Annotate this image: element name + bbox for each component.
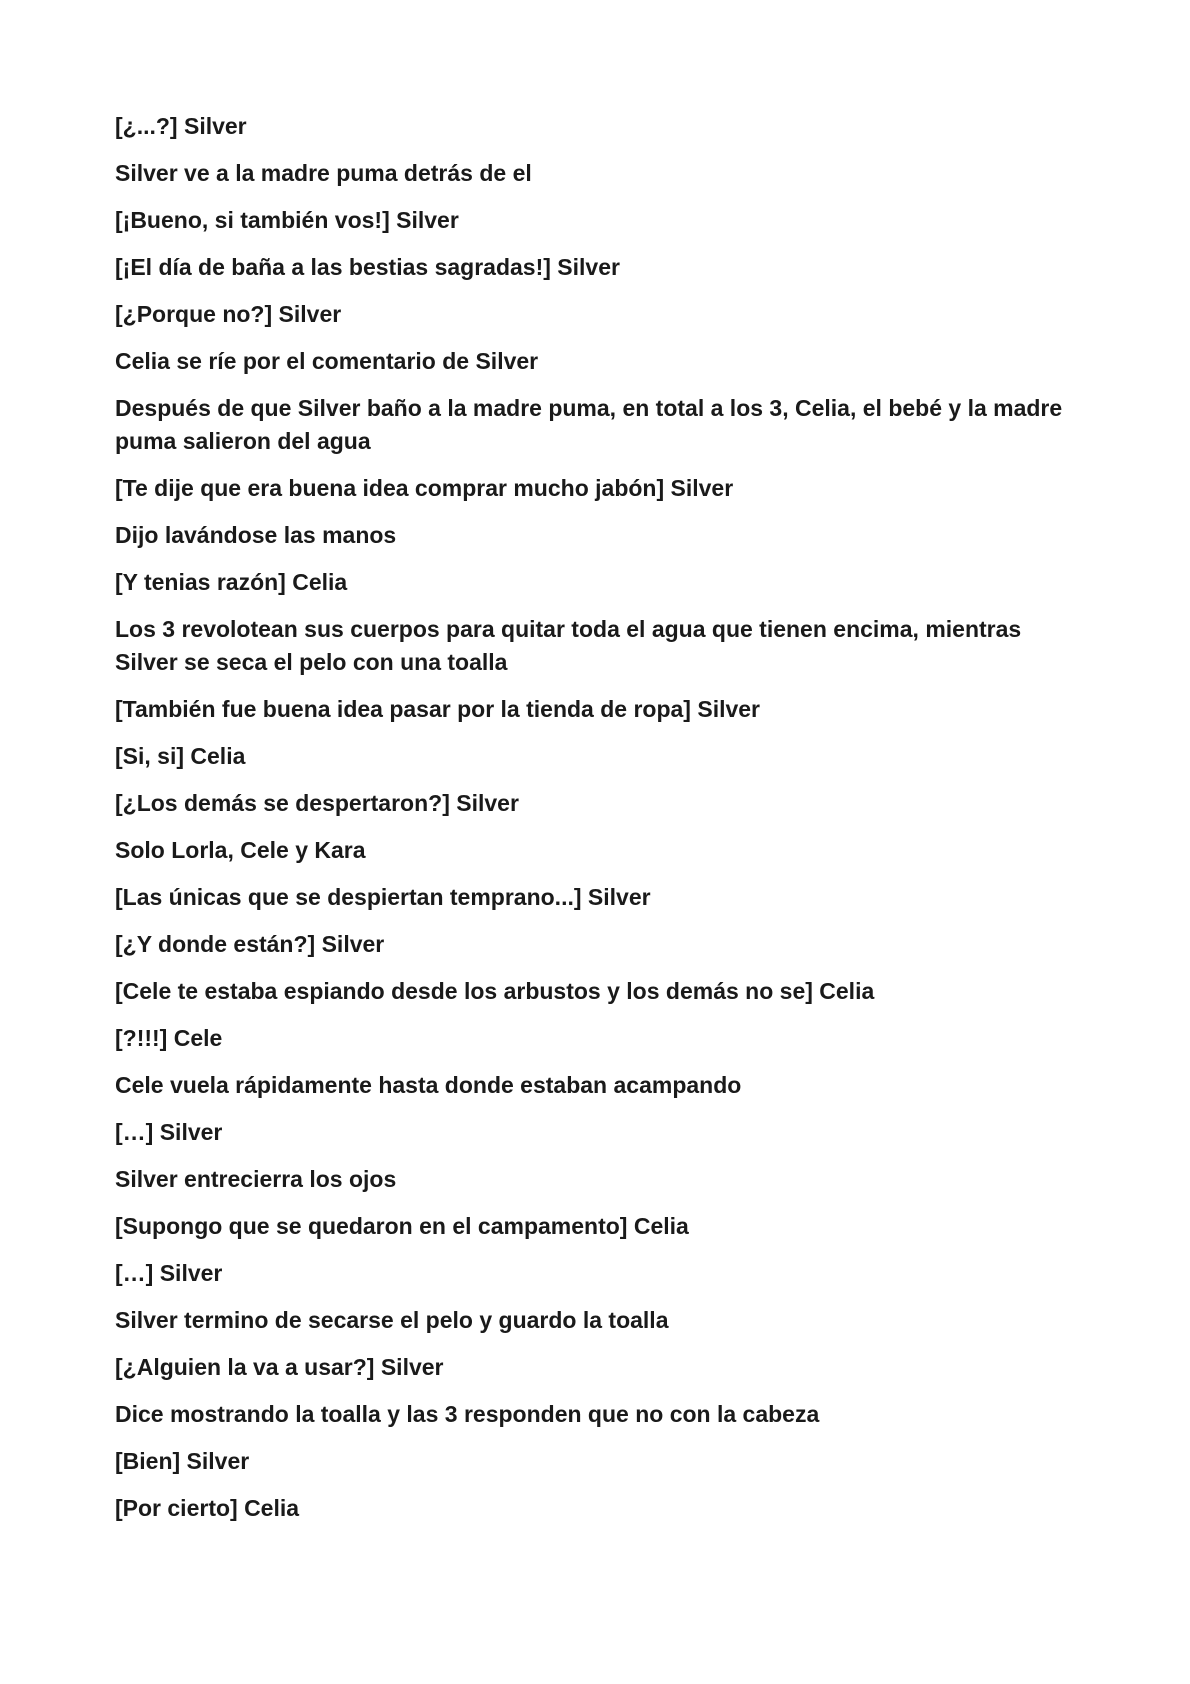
paragraph: [Si, si] Celia [115,743,246,769]
paragraph: Silver entrecierra los ojos [115,1166,397,1192]
paragraph: […] Silver [115,1119,223,1145]
paragraph: Dice mostrando la toalla y las 3 responden que no con la cabeza [115,1401,820,1427]
paragraph: […] Silver [115,1260,223,1286]
document-body [115,110,1075,1539]
paragraph: [También fue buena idea pasar por la tienda de ropa] Silver [115,696,761,722]
paragraph: [Te dije que era buena idea comprar mucho jabón] Silver [115,475,734,501]
paragraph: Celia se ríe por el comentario de Silver [115,348,539,374]
paragraph: [¿Y donde están?] Silver [115,931,385,957]
paragraph: Después de que Silver baño a la madre puma, en total a los 3, Celia, el bebé y la madre puma salieron del agua [115,395,1063,454]
paragraph: [Bien] Silver [115,1448,250,1474]
paragraph: [Cele te estaba espiando desde los arbustos y los demás no se] Celia [115,978,875,1004]
paragraph: Cele vuela rápidamente hasta donde estaban acampando [115,1072,742,1098]
paragraph: [¿Los demás se despertaron?] Silver [115,790,519,816]
paragraph: [¿Alguien la va a usar?] Silver [115,1354,444,1380]
paragraph: [Por cierto] Celia [115,1495,300,1521]
paragraph: [¡Bueno, si también vos!] Silver [115,207,459,233]
paragraph: [Supongo que se quedaron en el campamento] Celia [115,1213,689,1239]
paragraph: Solo Lorla, Cele y Kara [115,837,366,863]
paragraph: Silver termino de secarse el pelo y guardo la toalla [115,1307,669,1333]
paragraph: [?!!!] Cele [115,1025,223,1051]
paragraph: Silver ve a la madre puma detrás de el [115,160,532,186]
paragraph: Dijo lavándose las manos [115,522,397,548]
paragraph: [Las únicas que se despiertan temprano...] Silver [115,884,651,910]
paragraph: [¿Porque no?] Silver [115,301,342,327]
paragraph: [Y tenias razón] Celia [115,569,348,595]
paragraph: Los 3 revolotean sus cuerpos para quitar toda el agua que tienen encima, mientras Silver se seca el pelo con una toalla [115,616,1022,675]
paragraph: [¡El día de baña a las bestias sagradas!] Silver [115,254,620,280]
paragraph: [¿...?] Silver [115,113,247,139]
